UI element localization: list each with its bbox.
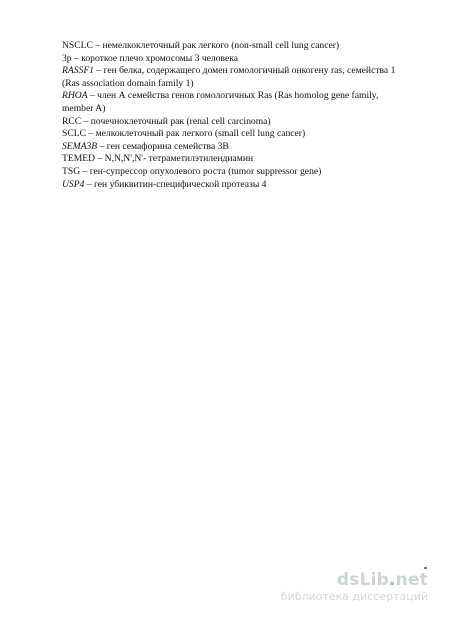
abbreviation-term: SEMA3B	[62, 140, 98, 152]
abbreviation-definition: – член А семейства генов гомологичных Ras (Ras homolog gene family, member A)	[62, 90, 379, 114]
abbreviation-item	[62, 40, 402, 53]
watermark-logo-main: dsLib	[336, 570, 389, 590]
abbreviation-definition: – N,N,N',N'- тетраметилэтилендиамин	[95, 153, 254, 165]
abbreviation-item	[62, 179, 402, 192]
abbreviation-term: USP4	[62, 178, 85, 190]
abbreviation-list	[62, 40, 402, 191]
abbreviation-item	[62, 116, 402, 129]
abbreviation-item	[62, 53, 402, 66]
abbreviation-item	[62, 153, 402, 166]
abbreviation-term: RASSF1	[62, 65, 94, 77]
abbreviation-definition: – короткое плечо хромосомы 3 человека	[71, 52, 238, 64]
watermark-subtitle: библиотека диссертаций	[280, 590, 428, 603]
abbreviation-definition: – ген семафорина семейства 3B	[97, 140, 229, 152]
abbreviation-definition: – почечноклеточный рак (renal cell carcinoma)	[81, 115, 271, 127]
abbreviation-term: TEMED	[62, 153, 96, 165]
abbreviation-item	[62, 141, 402, 154]
watermark-logo-dot: .	[388, 570, 396, 590]
watermark-logo	[281, 570, 428, 590]
abbreviation-item	[62, 65, 402, 90]
abbreviation-term: RCC	[62, 115, 82, 127]
abbreviation-term: 3p	[62, 52, 72, 64]
abbreviation-definition: – ген убиквитин-специфической протеазы 4	[84, 178, 267, 190]
site-watermark	[281, 570, 428, 603]
scan-speck	[424, 567, 427, 569]
abbreviation-term: TSG	[62, 165, 81, 177]
watermark-logo-tld: net	[395, 570, 428, 590]
abbreviation-item	[62, 166, 402, 179]
abbreviation-item	[62, 90, 402, 115]
abbreviation-term: NSCLC	[62, 40, 93, 51]
abbreviation-definition: – немелкоклеточный рак легкого (non-small cell lung cancer)	[92, 40, 340, 51]
abbreviation-definition: – ген-супрессор опухолевого роста (tumor suppressor gene)	[80, 165, 322, 177]
abbreviation-item	[62, 128, 402, 141]
abbreviation-term: SCLC	[62, 128, 86, 140]
abbreviation-definition: – ген белка, содержащего домен гомологичный онкогену ras, семейства 1 (Ras association domain family 1)	[62, 65, 396, 89]
abbreviation-definition: – мелкоклеточный рак легкого (small cell lung cancer)	[86, 128, 306, 140]
abbreviation-term: RHOA	[62, 90, 88, 102]
